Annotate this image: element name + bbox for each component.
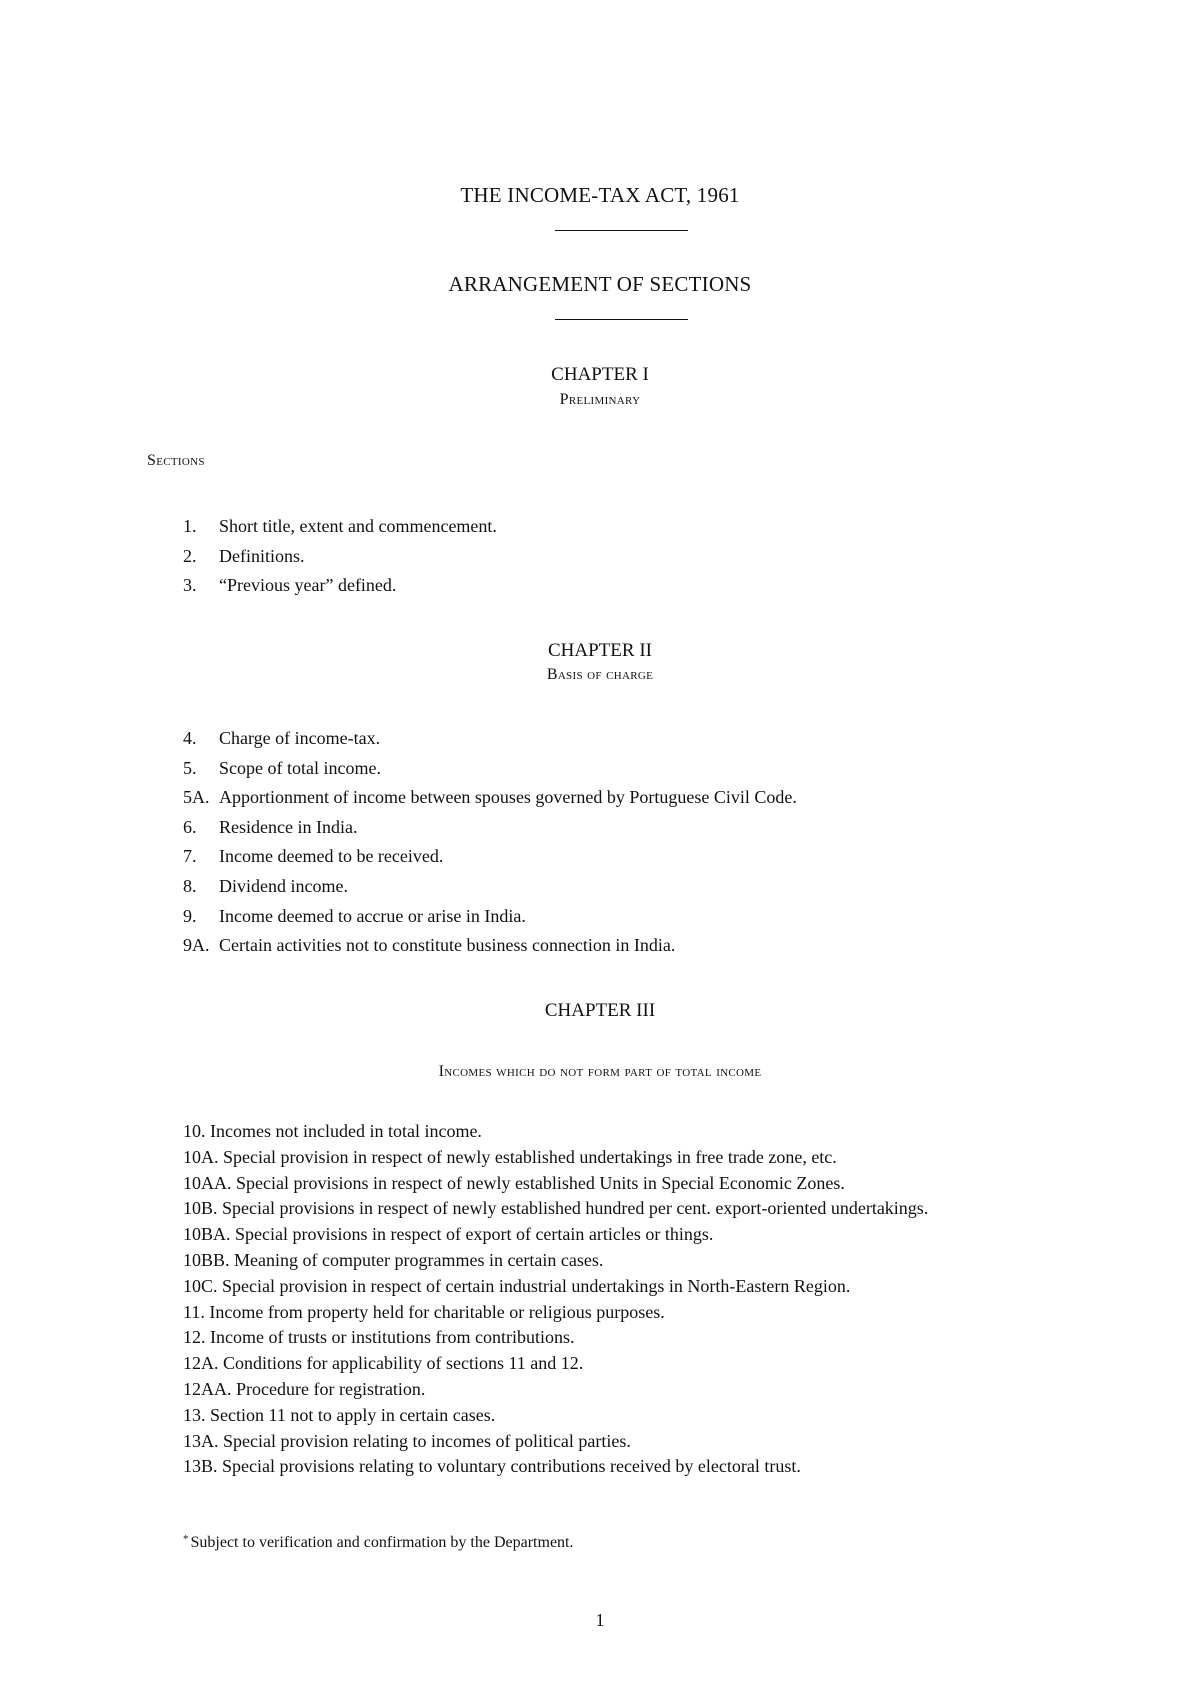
section-number: 10AA. (183, 1172, 232, 1193)
section-number: 3. (183, 575, 197, 595)
section-number: 10BB. (183, 1249, 230, 1270)
section-title: Income deemed to be received. (219, 846, 444, 867)
section-title: Scope of total income. (219, 757, 381, 778)
section-number: 9. (183, 905, 197, 926)
section-title: Income from property held for charitable or religious purposes. (209, 1301, 665, 1322)
section-number: 10B. (183, 1198, 218, 1219)
section-number: 7. (183, 846, 197, 867)
section-title: Residence in India. (219, 816, 358, 837)
section-title: Special provision relating to incomes of political parties. (223, 1430, 631, 1451)
section-title: Special provisions in respect of newly established hundred per cent. export-oriented undertakings. (222, 1198, 929, 1219)
section-title: Dividend income. (219, 875, 348, 896)
section-title: Conditions for applicability of sections 11 and 12. (223, 1353, 584, 1374)
section-number: 13B. (183, 1456, 218, 1477)
footnote-text: Subject to verification and confirmation by the Department. (190, 1534, 574, 1551)
section-title: Procedure for registration. (236, 1378, 426, 1399)
chapter-1-subtitle: Preliminary (559, 391, 641, 408)
section-number: 6. (183, 816, 197, 837)
section-title: Certain activities not to constitute business connection in India. (219, 935, 676, 956)
section-number: 12A. (183, 1353, 219, 1374)
section-title: Income deemed to accrue or arise in India. (219, 905, 526, 926)
section-title: Section 11 not to apply in certain cases. (210, 1404, 496, 1425)
sections-label: Sections (147, 452, 205, 469)
section-number: 12. (183, 1327, 206, 1348)
chapter-1-heading: CHAPTER I (551, 364, 649, 385)
section-number: 8. (183, 875, 197, 896)
section-number: 10. (183, 1121, 206, 1141)
section-title: Special provision in respect of certain industrial undertakings in North-Eastern Region. (222, 1275, 851, 1296)
section-number: 9A. (183, 935, 210, 956)
section-title: Income of trusts or institutions from contributions. (210, 1327, 575, 1348)
section-number: 10BA. (183, 1224, 231, 1245)
section-number: 13A. (183, 1430, 219, 1451)
section-title: Apportionment of income between spouses governed by Portuguese Civil Code. (219, 787, 797, 808)
section-title: Charge of income-tax. (219, 728, 381, 748)
footnote (183, 1533, 574, 1552)
act-title: THE INCOME-TAX ACT, 1961 (460, 183, 740, 207)
section-number: 11. (183, 1301, 205, 1322)
section-number: 10A. (183, 1146, 219, 1167)
section-title: Meaning of computer programmes in certain cases. (234, 1249, 604, 1270)
section-number: 1. (183, 516, 197, 536)
section-title: Special provisions in respect of newly established Units in Special Economic Zones. (236, 1172, 845, 1193)
arrangement-divider (555, 319, 688, 320)
section-title: Special provision in respect of newly established undertakings in free trade zone, etc. (223, 1146, 837, 1167)
section-title: Short title, extent and commencement. (219, 516, 497, 536)
section-number: 12AA. (183, 1378, 232, 1399)
chapter-3-subtitle: Incomes which do not form part of total income (438, 1063, 762, 1080)
section-number: 2. (183, 545, 197, 566)
section-number: 10C. (183, 1275, 218, 1296)
section-number: 5. (183, 757, 197, 778)
arrangement-title: ARRANGEMENT OF SECTIONS (448, 272, 752, 296)
section-number: 5A. (183, 787, 210, 808)
chapter-2-subtitle: Basis of charge (546, 666, 654, 683)
footnote-marker: * (183, 1533, 189, 1545)
section-number: 13. (183, 1404, 206, 1425)
chapter-2-heading: CHAPTER II (548, 640, 652, 661)
section-title: Definitions. (219, 545, 305, 566)
section-title: Incomes not included in total income. (210, 1121, 482, 1141)
section-title: Special provisions relating to voluntary contributions received by electoral trust. (222, 1456, 801, 1477)
section-number: 4. (183, 728, 197, 748)
section-title: “Previous year” defined. (219, 575, 397, 595)
title-divider (555, 230, 688, 231)
section-title: Special provisions in respect of export of certain articles or things. (235, 1224, 714, 1245)
chapter-3-heading: CHAPTER III (544, 1000, 656, 1021)
page-number: 1 (595, 1610, 605, 1630)
